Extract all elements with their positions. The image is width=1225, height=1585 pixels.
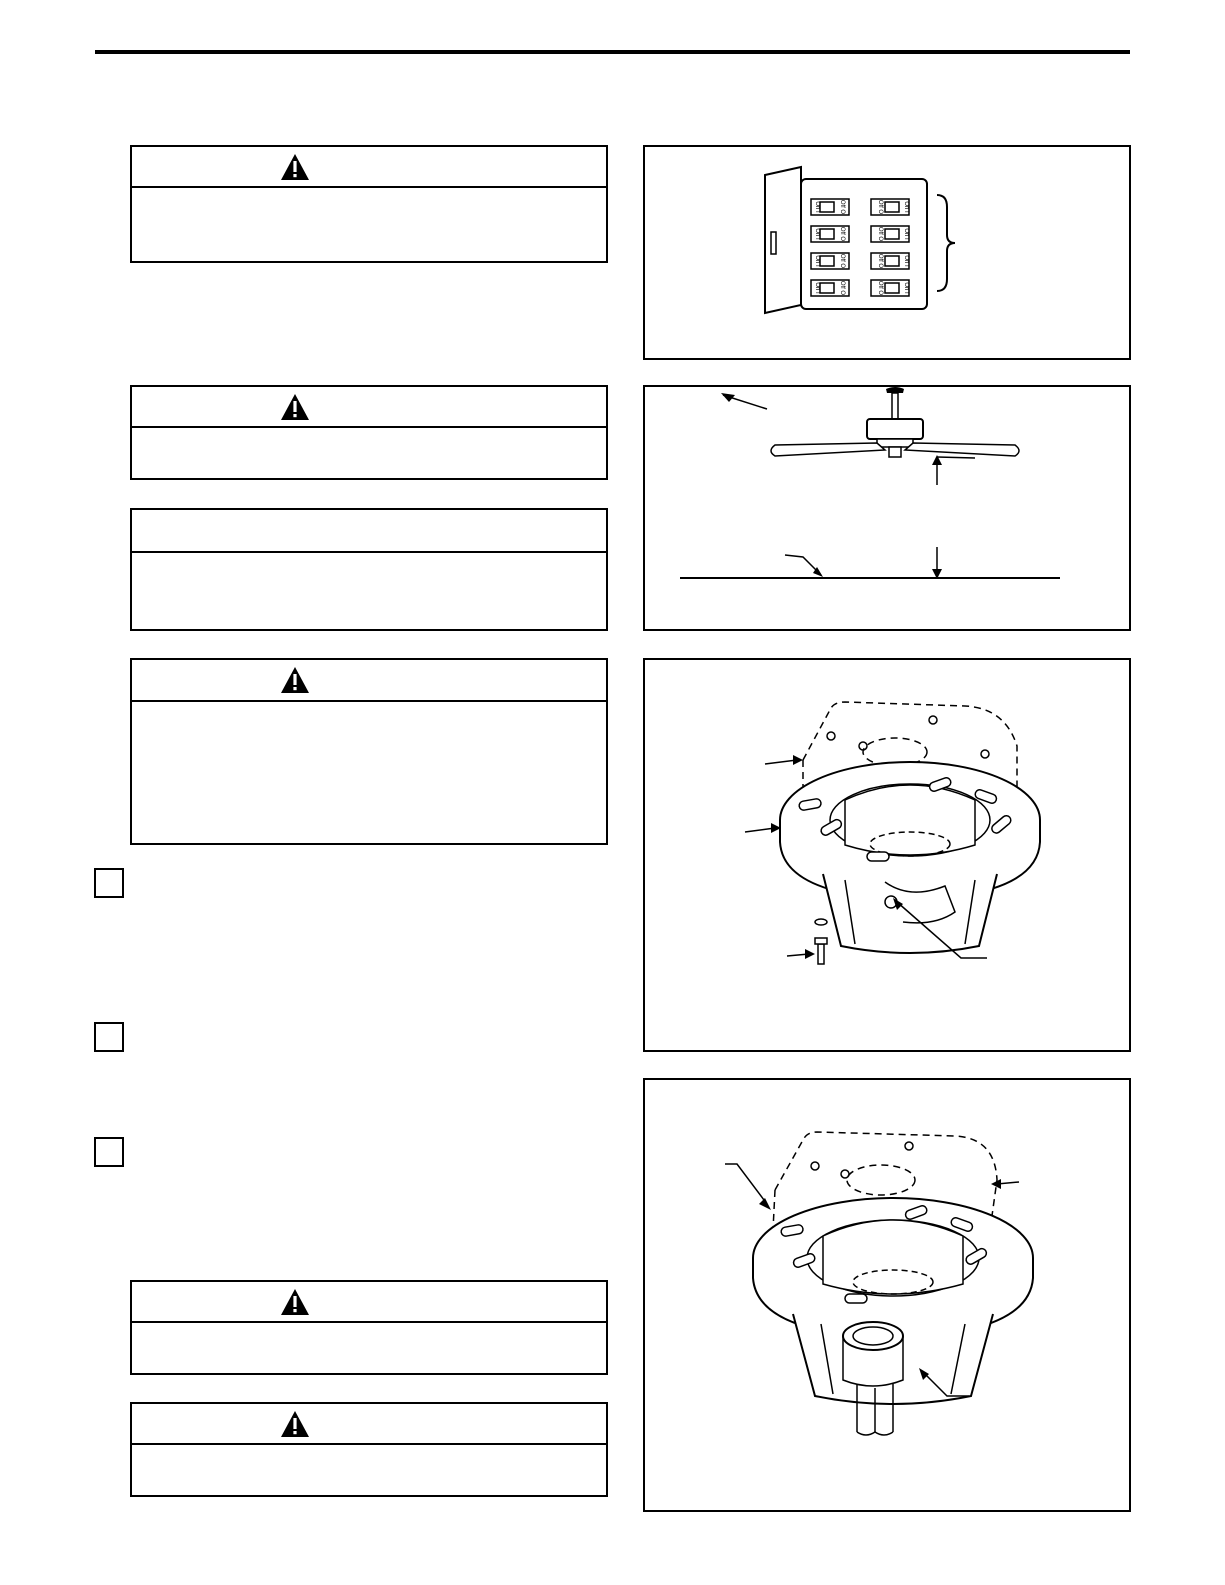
figure-breaker-panel [643,145,1131,360]
warning-triangle-icon [280,1410,310,1438]
top-rule [95,50,1130,54]
breaker-switch [811,280,849,296]
breaker-switch [871,199,909,215]
warning-triangle-icon [280,1288,310,1316]
breaker-switch [871,253,909,269]
breaker-label: Off O [877,226,883,242]
step-checkbox-3 [94,1137,124,1167]
breaker-label: On I [903,228,909,240]
step-checkbox-1 [94,868,124,898]
warning-box-1 [130,145,608,263]
breaker-label: Off O [877,253,883,269]
breaker-label: On I [814,228,820,240]
breaker-panel-illustration [645,147,1133,362]
breaker-label: Off O [839,199,845,215]
figure-outlet-box-mounting [643,658,1131,1052]
warning-box-header [132,660,606,702]
warning-triangle-icon [280,666,310,694]
breaker-label: On I [814,201,820,213]
warning-triangle-icon [280,393,310,421]
step-checkbox-2 [94,1022,124,1052]
figure-fan-clearance [643,385,1131,631]
breaker-label: On I [903,201,909,213]
breaker-switch [811,226,849,242]
breaker-switch [871,280,909,296]
breaker-switch [811,253,849,269]
breaker-label: Off O [839,226,845,242]
warning-box-header [132,1404,606,1445]
breaker-label: On I [814,282,820,294]
breaker-label: On I [903,282,909,294]
notice-box-header [132,510,606,553]
warning-box-header [132,147,606,188]
breaker-label: Off O [839,280,845,296]
breaker-switch [811,199,849,215]
notice-box [130,508,608,631]
fan-clearance-illustration [645,387,1133,633]
warning-box-2 [130,385,608,480]
breaker-switch [871,226,909,242]
warning-box-header [132,1282,606,1323]
breaker-label: On I [814,255,820,267]
breaker-label: Off O [877,280,883,296]
figure-outlet-box-conduit [643,1078,1131,1512]
outlet-box-conduit-illustration [645,1080,1133,1514]
breaker-label: Off O [877,199,883,215]
warning-box-5 [130,1402,608,1497]
warning-box-header [132,387,606,428]
breaker-label: On I [903,255,909,267]
warning-box-3 [130,658,608,845]
breaker-label: Off O [839,253,845,269]
warning-triangle-icon [280,153,310,181]
warning-box-4 [130,1280,608,1375]
outlet-box-illustration [645,660,1133,1054]
